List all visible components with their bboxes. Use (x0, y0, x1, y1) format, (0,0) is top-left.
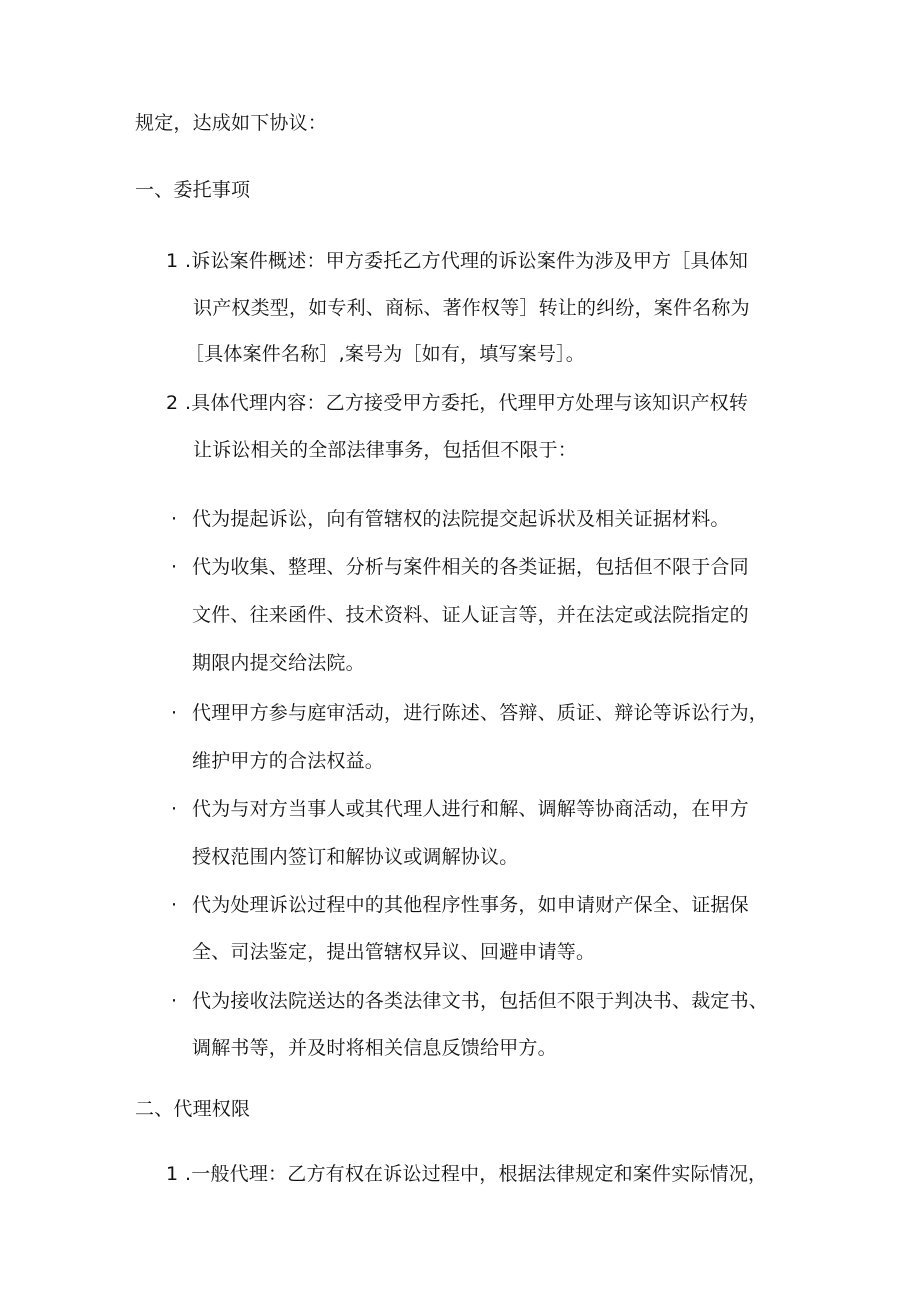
bullet-1-line-1: 代为提起诉讼，向有管辖权的法院提交起诉状及相关证据材料。 (192, 508, 730, 530)
bullet-2-line-2: 文件、往来函件、技术资料、证人证言等，并在法定或法院指定的 (192, 604, 749, 626)
bullet-2-line-1: 代为收集、整理、分析与案件相关的各类证据，包括但不限于合同 (192, 556, 749, 578)
section-2-item-1-number: 1 (166, 1163, 179, 1185)
bullet-3-line-1: 代理甲方参与庭审活动，进行陈述、答辩、质证、辩论等诉讼行为， (192, 702, 769, 724)
bullet-3-line-2: 维护甲方的合法权益。 (192, 750, 385, 772)
bullet-2-line-3: 期限内提交给法院。 (192, 652, 365, 674)
item-1-line-3: ［具体案件名称］,案号为［如有，填写案号］。 (185, 343, 585, 365)
item-2-line-1: .具体代理内容：乙方接受甲方委托，代理甲方处理与该知识产权转 (185, 392, 749, 414)
section-2-heading: 二、代理权限 (135, 1098, 251, 1120)
bullet-3-marker: · (171, 702, 178, 724)
item-1-line-2: 识产权类型，如专利、商标、著作权等］转让的纠纷，案件名称为 (193, 297, 750, 319)
bullet-6-marker: · (171, 990, 178, 1012)
intro-paragraph: 规定，达成如下协议： (135, 112, 328, 134)
bullet-4-marker: · (171, 798, 178, 820)
item-1-line-1: .诉讼案件概述：甲方委托乙方代理的诉讼案件为涉及甲方［具体知 (185, 250, 749, 272)
bullet-4-line-2: 授权范围内签订和解协议或调解协议。 (192, 846, 519, 868)
item-2-line-2: 让诉讼相关的全部法律事务，包括但不限于： (193, 439, 578, 461)
item-2-number: 2 (166, 392, 179, 414)
bullet-5-line-1: 代为处理诉讼过程中的其他程序性事务，如申请财产保全、证据保 (192, 894, 749, 916)
bullet-4-line-1: 代为与对方当事人或其代理人进行和解、调解等协商活动，在甲方 (192, 798, 749, 820)
bullet-1-marker: · (171, 508, 178, 530)
section-1-heading: 一、委托事项 (135, 179, 251, 201)
item-1-number: 1 (166, 250, 179, 272)
bullet-6-line-2: 调解书等，并及时将相关信息反馈给甲方。 (192, 1037, 557, 1059)
bullet-5-line-2: 全、司法鉴定，提出管辖权异议、回避申请等。 (192, 941, 596, 963)
bullet-5-marker: · (171, 894, 178, 916)
bullet-6-line-1: 代为接收法院送达的各类法律文书，包括但不限于判决书、裁定书、 (192, 990, 769, 1012)
section-2-item-1-line-1: .一般代理：乙方有权在诉讼过程中，根据法律规定和案件实际情况， (185, 1163, 768, 1185)
bullet-2-marker: · (171, 556, 178, 578)
